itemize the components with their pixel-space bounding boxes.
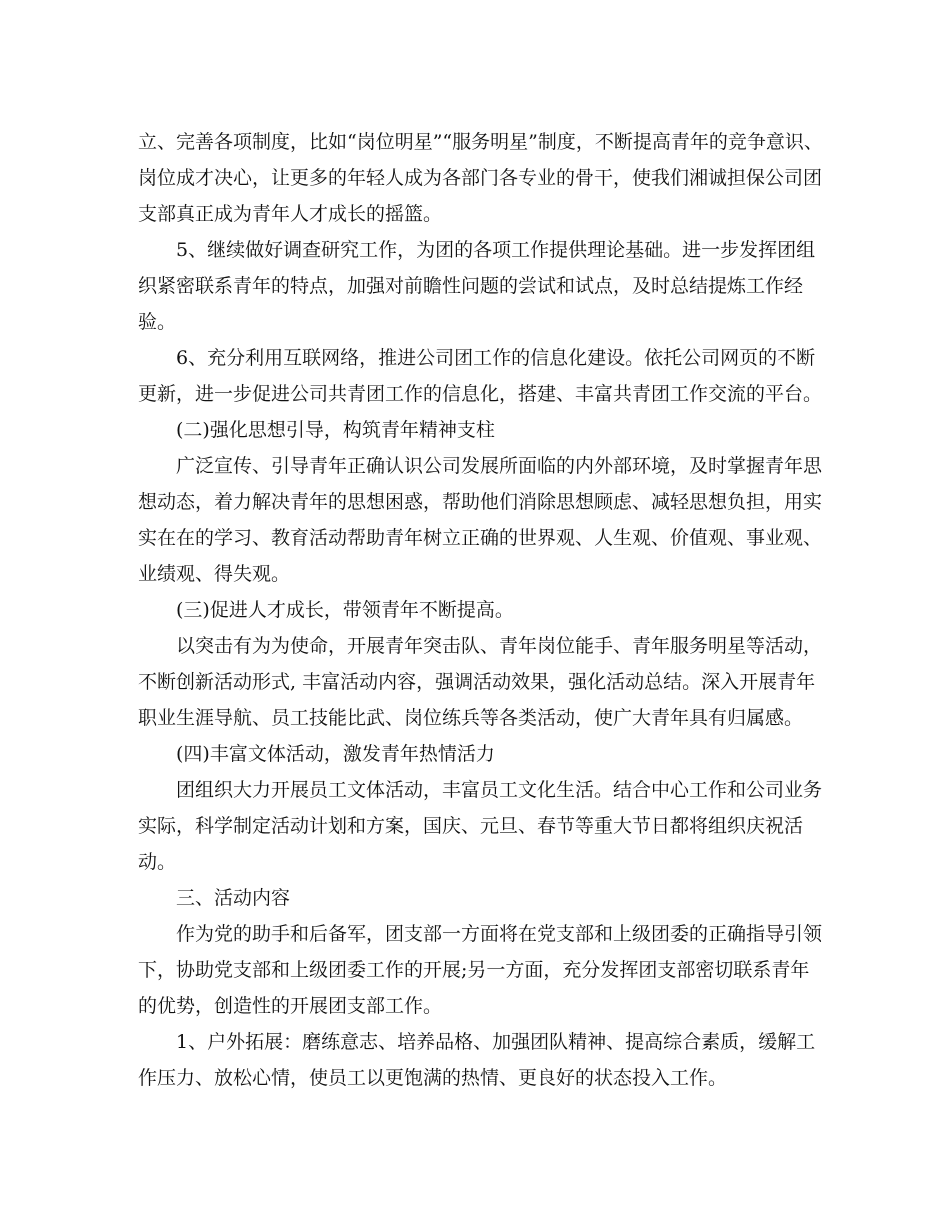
section-heading: (二)强化思想引导，构筑青年精神支柱: [176, 419, 495, 441]
text-line: 立、完善各项制度，比如“岗位明星”“服务明星”制度，不断提高青年的竞争意识、: [138, 131, 823, 153]
text-line: 验。: [138, 311, 177, 333]
text-line: 更新，进一步促进公司共青团工作的信息化，搭建、丰富共青团工作交流的平台。: [138, 383, 823, 405]
text-line: 团组织大力开展员工文体活动，丰富员工文化生活。结合中心工作和公司业务: [176, 779, 823, 801]
text-line: 想动态，着力解决青年的思想困惑，帮助他们消除思想顾虑、减轻思想负担，用实: [138, 491, 823, 513]
text-line: 以突击有为为使命，开展青年突击队、青年岗位能手、青年服务明星等活动，: [176, 635, 823, 657]
text-line: 岗位成才决心，让更多的年轻人成为各部门各专业的骨干，使我们湘诚担保公司团: [138, 167, 823, 189]
text-line: 职业生涯导航、员工技能比武、岗位练兵等各类活动，使广大青年具有归属感。: [138, 707, 804, 729]
text-line: 下，协助党支部和上级团委工作的开展;另一方面，充分发挥团支部密切联系青年: [138, 959, 810, 981]
text-line: 业绩观、得失观。: [138, 563, 291, 585]
text-line: 广泛宣传、引导青年正确认识公司发展所面临的内外部环境，及时掌握青年思: [176, 455, 823, 477]
text-line: 实际，科学制定活动计划和方案，国庆、元旦、春节等重大节日都将组织庆祝活: [138, 815, 804, 837]
text-line: 作压力、放松心情，使员工以更饱满的热情、更良好的状态投入工作。: [138, 1067, 728, 1089]
section-heading: (四)丰富文体活动，激发青年热情活力: [176, 743, 495, 765]
text-line: 不断创新活动形式, 丰富活动内容，强调活动效果，强化活动总结。深入开展青年: [138, 671, 816, 693]
section-heading: 三、活动内容: [176, 887, 291, 909]
text-line: 6、充分利用互联网络，推进公司团工作的信息化建设。依托公司网页的不断: [176, 347, 816, 369]
text-line: 作为党的助手和后备军，团支部一方面将在党支部和上级团委的正确指导引领: [176, 923, 823, 945]
text-line: 织紧密联系青年的特点，加强对前瞻性问题的尝试和试点，及时总结提炼工作经: [138, 275, 804, 297]
text-line: 5、继续做好调查研究工作，为团的各项工作提供理论基础。进一步发挥团组: [176, 239, 816, 261]
text-line: 实在在的学习、教育活动帮助青年树立正确的世界观、人生观、价值观、事业观、: [138, 527, 823, 549]
section-heading: (三)促进人才成长，带领青年不断提高。: [176, 599, 514, 621]
text-line: 动。: [138, 851, 177, 873]
document-body: [138, 124, 828, 1096]
text-line: 支部真正成为青年人才成长的摇篮。: [138, 203, 443, 225]
text-line: 的优势，创造性的开展团支部工作。: [138, 995, 443, 1017]
text-line: 1、户外拓展：磨练意志、培养品格、加强团队精神、提高综合素质，缓解工: [176, 1031, 816, 1053]
